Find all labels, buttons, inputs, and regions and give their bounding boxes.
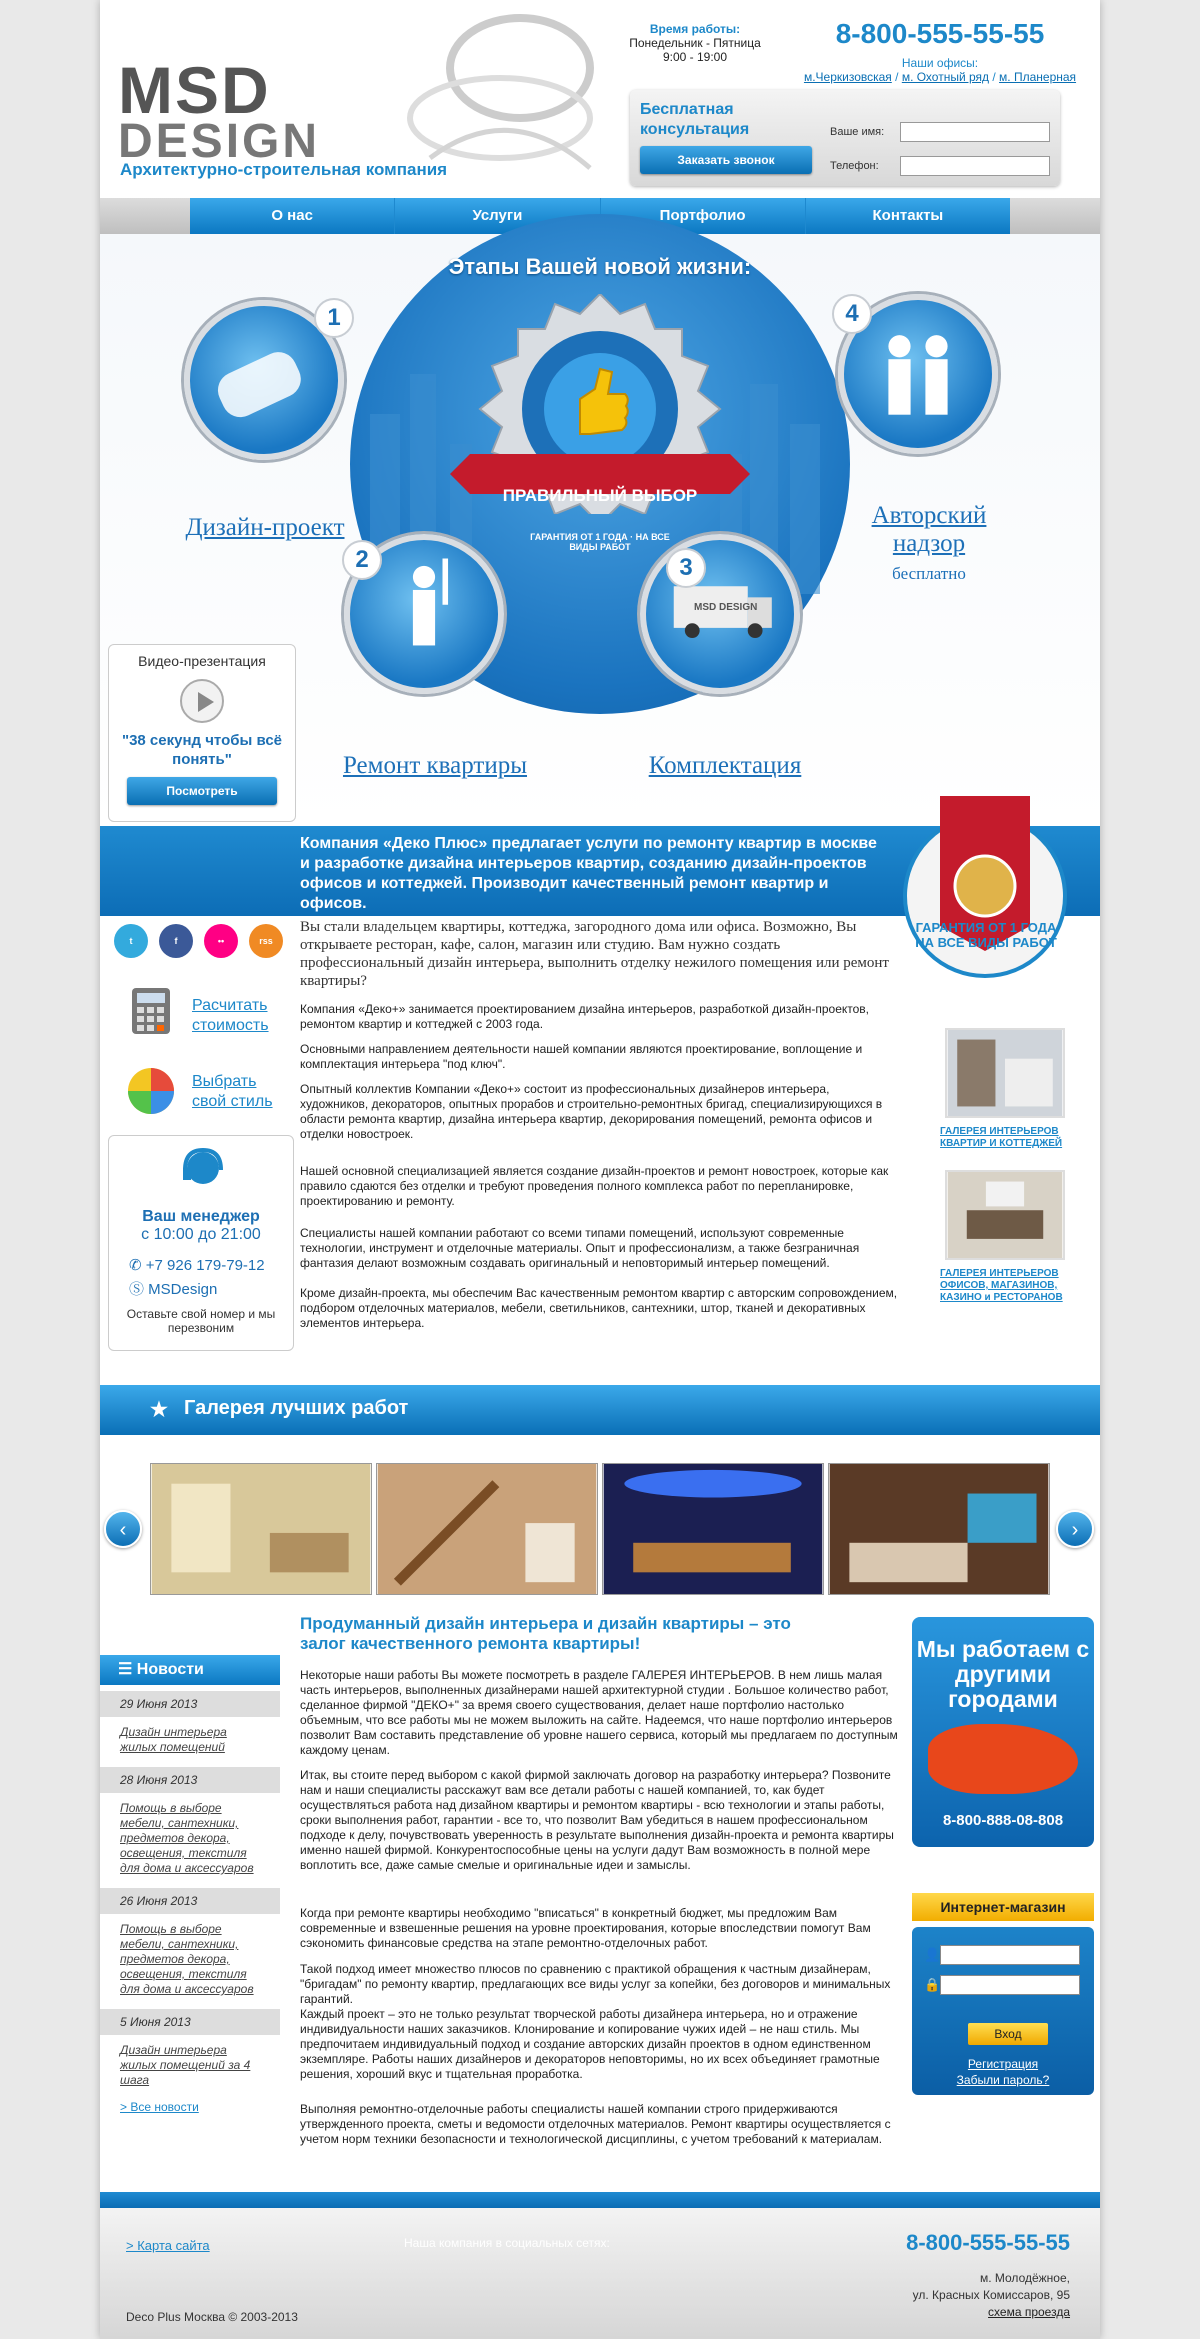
star-icon: ★ bbox=[150, 1399, 168, 1421]
intro-lead: Вы стали владельцем квартиры, коттеджа, загородного дома или офиса. Возможно, Вы открываете ресторан, кафе, салон, магазин или студию. Вам нужно создать профессиональный дизайн интерьера, выполнить отделку нежилого помещения или ремонт квартиры? bbox=[300, 919, 889, 989]
intro-p3: Опытный коллектив Компании «Деко+» состоит из профессиональных дизайнеров интерьера, художников, декораторов, опытных прорабов и строительно-ремонтных бригад, специализирующихся в области ремонта квартир, дизайна интерьера квартир, декорирования помещений, ремонта офисов и отделки новостроек. bbox=[300, 1082, 883, 1141]
password-input[interactable] bbox=[940, 1975, 1080, 1995]
choose-style-link[interactable]: Выбрать свой стиль bbox=[192, 1073, 273, 1110]
header-phone[interactable]: 8-800-555-55-55 bbox=[835, 18, 1045, 49]
badge-ring-left: ГАРАНТИЯ ОТ 1 ГОДА bbox=[530, 532, 628, 542]
footer-phone[interactable]: 8-800-555-55-55 bbox=[906, 2230, 1070, 2255]
badge-ribbon-text: ПРАВИЛЬНЫЙ ВЫБОР bbox=[502, 486, 698, 505]
cities-phone: 8-800-888-08-808 bbox=[942, 1812, 1064, 1829]
lower-p5: Выполняя ремонтно-отделочные работы специалисты нашей компании строго придерживаются утвержденного проекта, сметы и ведомости отделочных материалов. Ремонт квартиры осуществляется с учетом норм техники безопасности и технологической дисциплины, с учетом требований к материалам. bbox=[300, 2102, 891, 2146]
stage-2-label[interactable]: Ремонт квартиры bbox=[342, 752, 528, 779]
logo-bottom-text: DESIGN bbox=[118, 115, 321, 168]
intro-p4: Нашей основной специализацией является создание дизайн-проектов и ремонт новостроек, которые как правило сдаются без отделки и требуют проведения полного комплекса работ по перепланировке, проектированию и ремонту. bbox=[300, 1164, 889, 1208]
consult-form bbox=[630, 90, 1060, 186]
gallery-next-button[interactable]: › bbox=[1056, 1510, 1094, 1548]
rss-icon[interactable]: rss bbox=[249, 924, 283, 958]
logo-top-text: MSD bbox=[118, 53, 271, 127]
lower-p1: Некоторые наши работы Вы можете посмотреть в разделе ГАЛЕРЕЯ ИНТЕРЬЕРОВ. В нем лишь малая часть интерьеров, выполненных дизайнерами нашей архитектурной студии . Большое количество работ, сделанное фирмой "ДЕКО+" за время своего существования, делает наше портфолио настолько объемным, что все работы мы не можем выложить на сайте. Надеемся, что наше портфолио интерьеров позволит Вам составить представление об уровне нашего сервиса, который мы предлагаем по доступным каждому ценам. bbox=[300, 1668, 898, 1757]
name-input[interactable] bbox=[900, 122, 1050, 142]
stage-4-label[interactable]: Авторский надзор bbox=[871, 502, 987, 557]
nav-contacts[interactable]: Контакты bbox=[872, 207, 944, 224]
company-strip-text: Компания «Деко Плюс» предлагает услуги по ремонту квартир в москве и разработке дизайна интерьеров квартир, созданию дизайн-проектов офисов и коттеджей. Производит качественный ремонт квартир и офисов. bbox=[300, 835, 877, 912]
watch-button[interactable]: Посмотреть bbox=[127, 777, 277, 805]
directions-link[interactable]: схема проезда bbox=[988, 2305, 1070, 2319]
news-date: 26 Июня 2013 bbox=[100, 1888, 280, 1914]
nav-about[interactable]: О нас bbox=[190, 198, 395, 234]
tagline: Архитектурно-строительная компания bbox=[120, 160, 448, 179]
worktime-days: Понедельник - Пятница bbox=[629, 36, 761, 50]
gallery-image-1[interactable] bbox=[150, 1463, 372, 1595]
stage-2-number: 2 bbox=[342, 540, 382, 580]
news-item[interactable]: Дизайн интерьера жилых помещений за 4 шага bbox=[120, 2043, 251, 2087]
badge-ring-right: НА ВСЕ ВИДЫ РАБОТ bbox=[569, 532, 670, 552]
intro-p6: Кроме дизайн-проекта, мы обеспечим Вас качественным ремонтом квартир с авторским сопровождением, подбором отделочных материалов, мебели, светильников, сантехники, штор, тканей и декоративных элементов интерьера. bbox=[300, 1286, 898, 1330]
all-news-link[interactable]: > Все новости bbox=[120, 2100, 199, 2114]
intro-p5: Специалисты нашей компании работают со всеми типами помещений, используют современные технологии, инструмент и отделочные материалы. Опыт и профессионализм, а также безграничная фантазия делают возможным создавать оригинальный и неповторимый интерьер помещений. bbox=[300, 1226, 860, 1270]
calculator-icon bbox=[126, 986, 176, 1036]
skype-icon: Ⓢ bbox=[129, 1281, 149, 1298]
news-date: 29 Июня 2013 bbox=[100, 1691, 280, 1717]
manager-box bbox=[108, 1135, 294, 1351]
stage-4-number: 4 bbox=[832, 294, 872, 334]
list-icon: ☰ bbox=[118, 1661, 137, 1678]
headset-icon bbox=[175, 1144, 231, 1200]
news-date: 28 Июня 2013 bbox=[100, 1767, 280, 1793]
news-item[interactable]: Помощь в выборе мебели, сантехники, предметов декора, освещения, текстиля для дома и аксессуаров bbox=[120, 1801, 254, 1875]
hero-title: Этапы Вашей новой жизни: bbox=[448, 254, 752, 279]
calc-cost-link[interactable]: Расчитать стоимость bbox=[192, 997, 269, 1034]
footer-bar bbox=[100, 2192, 1100, 2208]
twitter-icon[interactable]: t bbox=[114, 924, 148, 958]
register-link[interactable]: Регистрация bbox=[967, 2057, 1039, 2071]
shop-header: Интернет-магазин bbox=[912, 1893, 1094, 1921]
shop-login bbox=[912, 1927, 1094, 2095]
news-block bbox=[100, 1655, 280, 2120]
apartment-gallery-thumb[interactable] bbox=[945, 1028, 1065, 1118]
news-item[interactable]: Помощь в выборе мебели, сантехники, предметов декора, освещения, текстиля для дома и аксессуаров bbox=[120, 1922, 254, 1996]
gallery-title: Галерея лучших работ bbox=[184, 1397, 409, 1419]
lower-p2: Итак, вы стоите перед выбором с какой фирмой заключать договор на разработку интерьера? Позвоните нам и наши специалисты расскажут вам все детали работы с нашей компанией, то, как будет осуществляться работа над дизайном квартиры и ремонтом квартиры - всю технологии и этапы работы, сроки выполнения работ, гарантии - все то, что позволит Вам убедиться в нашем профессиональном подходе к делу, почувствовать уверенность в результате выполнения дизайн-проекта и ремонта квартиры именно нашей фирмой. Конкурентоспособные цены на услуги дадут Вам возможность в полной мере воплотить все, даже самые смелые и оригинальные идеи и замыслы. bbox=[300, 1768, 894, 1872]
ribbon-text bbox=[906, 920, 1066, 950]
manager-hours: с 10:00 до 21:00 bbox=[141, 1226, 261, 1243]
stage-4-sub: бесплатно bbox=[892, 564, 966, 583]
nav-services[interactable]: Услуги bbox=[395, 198, 600, 234]
gallery-header bbox=[100, 1385, 1100, 1435]
flickr-icon[interactable]: •• bbox=[204, 924, 238, 958]
worktime-title: Время работы: bbox=[649, 22, 741, 36]
cities-title: Мы работаем с другими городами bbox=[916, 1636, 1090, 1712]
logo[interactable] bbox=[118, 53, 321, 168]
manager-skype[interactable] bbox=[109, 1278, 293, 1299]
ribbon-left: ГАРАНТИЯ bbox=[915, 920, 985, 935]
cities-banner[interactable] bbox=[912, 1617, 1094, 1847]
manager-phone-text: +7 926 179-79-12 bbox=[145, 1257, 265, 1274]
stage-1-number: 1 bbox=[314, 298, 354, 338]
footer-social-text: Наша компания в социальных сетях: bbox=[404, 2236, 610, 2250]
gallery-image-2[interactable] bbox=[376, 1463, 598, 1595]
play-icon[interactable] bbox=[180, 679, 224, 723]
office-link-3[interactable]: м. Планерная bbox=[999, 70, 1077, 84]
hero bbox=[100, 234, 1100, 826]
social-icons bbox=[114, 924, 283, 958]
color-palette-icon bbox=[126, 1066, 176, 1116]
news-date: 5 Июня 2013 bbox=[100, 2009, 280, 2035]
phone-input[interactable] bbox=[900, 156, 1050, 176]
copyright: Deco Plus Москва © 2003-2013 bbox=[126, 2310, 298, 2324]
video-title: Видео-презентация bbox=[138, 653, 266, 669]
phone-label: Телефон: bbox=[830, 160, 879, 172]
gallery-prev-button[interactable]: ‹ bbox=[104, 1510, 142, 1548]
office-gallery-link[interactable]: ГАЛЕРЕЯ ИНТЕРЬЕРОВ ОФИСОВ, МАГАЗИНОВ, КАЗИНО и РЕСТОРАНОВ bbox=[940, 1268, 1063, 1303]
facebook-icon[interactable]: f bbox=[159, 924, 193, 958]
login-button[interactable]: Вход bbox=[968, 2023, 1048, 2045]
manager-skype-text: MSDesign bbox=[148, 1281, 218, 1298]
video-presentation bbox=[108, 644, 296, 822]
lower-title: Продуманный дизайн интерьера и дизайн квартиры – это залог качественного ремонта квартиры! bbox=[300, 1614, 791, 1653]
sitemap-link[interactable]: > Карта сайта bbox=[126, 2238, 210, 2253]
russia-map-icon bbox=[928, 1724, 1078, 1794]
lock-icon: 🔒 bbox=[924, 1977, 941, 1992]
ribbon-bottom: НА ВСЕ ВИДЫ РАБОТ bbox=[915, 935, 1057, 950]
office-link-1[interactable]: м.Черкизовская bbox=[803, 70, 892, 84]
ribbon-right: ОТ 1 ГОДА bbox=[988, 920, 1057, 935]
lower-p3: Когда при ремонте квартиры необходимо "вписаться" в конкретный бюджет, мы предложим Вам современные и взвешенные решения на уровне проектирования, которые впоследствии помогут Вам сэкономить финансовые средства на этапе ремонтно-отделочных работ. bbox=[300, 1906, 871, 1950]
order-call-button[interactable]: Заказать звонок bbox=[640, 146, 812, 174]
truck-text: MSD DESIGN bbox=[694, 602, 758, 613]
lower-p4: Такой подход имеет множество плюсов по сравнению с практикой обращения к частным дизайнерам, "бригадам" по ремонту квартир, предлагающих все виды услуг за копейки, без договоров и минимальных гарантий. Каждый проект – это не только результат творческой работы дизайнера интерьера, но и отражение индивидуальности наших заказчиков. Клонирование и копирование чужих идей – не наш стиль. Мы предпочитаем индивидуальный подход и создание авторских дизайн проектов в одном единственном экземпляре. Работы наших дизайнеров и декораторов неповторимы, но их всех объединяет грамотные решения, хороший вкус и тщательная проработка. bbox=[300, 1962, 891, 2081]
manager-phone[interactable] bbox=[109, 1256, 293, 1274]
forgot-password-link[interactable]: Забыли пароль? bbox=[956, 2073, 1050, 2087]
stage-equipment-circle[interactable] bbox=[640, 534, 800, 694]
stage-3-label[interactable]: Комплектация bbox=[648, 752, 802, 779]
badge-ring-text: ГАРАНТИЯ ОТ 1 ГОДА · НА ВСЕ ВИДЫ РАБОТ bbox=[530, 532, 670, 552]
manager-title: Ваш менеджер bbox=[142, 1208, 260, 1225]
intro-p2: Основными направлением деятельности нашей компании являются проектирование, воплощение и комплектация интерьера "под ключ". bbox=[300, 1042, 863, 1071]
stage-1-label[interactable]: Дизайн-проект bbox=[185, 514, 345, 541]
footer-address bbox=[740, 2270, 1070, 2321]
consult-title: Бесплатная консультация bbox=[640, 101, 750, 138]
office-gallery-thumb[interactable] bbox=[945, 1170, 1065, 1260]
login-input[interactable] bbox=[940, 1945, 1080, 1965]
page bbox=[100, 0, 1100, 2339]
guarantee-badge bbox=[430, 294, 770, 514]
guarantee-ribbon-badge bbox=[900, 776, 1070, 1006]
manager-callback: Оставьте свой номер и мы перезвоним bbox=[126, 1307, 276, 1335]
office-link-2[interactable]: м. Охотный ряд bbox=[901, 70, 990, 84]
phone-icon: ✆ bbox=[129, 1257, 146, 1274]
offices-title: Наши офисы: bbox=[901, 56, 979, 70]
gallery-image-3[interactable] bbox=[602, 1463, 824, 1595]
work-time bbox=[610, 22, 780, 64]
intro-p1: Компания «Деко+» занимается проектированием дизайна интерьеров, разработкой дизайн-проектов, ремонтом квартир и коттеджей с 2003 года. bbox=[300, 1002, 870, 1031]
apartment-gallery-link[interactable]: ГАЛЕРЕЯ ИНТЕРЬЕРОВ КВАРТИР И КОТТЕДЖЕЙ bbox=[940, 1126, 1063, 1149]
name-label: Ваше имя: bbox=[830, 126, 885, 138]
stage-3-number: 3 bbox=[666, 548, 706, 588]
worktime-hours: 9:00 - 19:00 bbox=[662, 50, 728, 64]
offices: Наши офисы: м.Черкизовская / м. Охотный ряд / м. Планерная bbox=[780, 56, 1100, 84]
nav-portfolio[interactable]: Портфолио bbox=[601, 198, 806, 234]
news-title: Новости bbox=[136, 1661, 204, 1678]
address-line-1: м. Молодёжное, bbox=[979, 2271, 1070, 2285]
news-item[interactable]: Дизайн интерьера жилых помещений bbox=[120, 1725, 227, 1754]
video-quote: "38 секунд чтобы всё понять" bbox=[121, 732, 283, 768]
footer bbox=[100, 2208, 1100, 2339]
user-icon: 👤 bbox=[924, 1947, 941, 1962]
gallery-image-4[interactable] bbox=[828, 1463, 1050, 1595]
news-header bbox=[100, 1655, 280, 1685]
address-line-2: ул. Красных Комиссаров, 95 bbox=[912, 2288, 1070, 2302]
